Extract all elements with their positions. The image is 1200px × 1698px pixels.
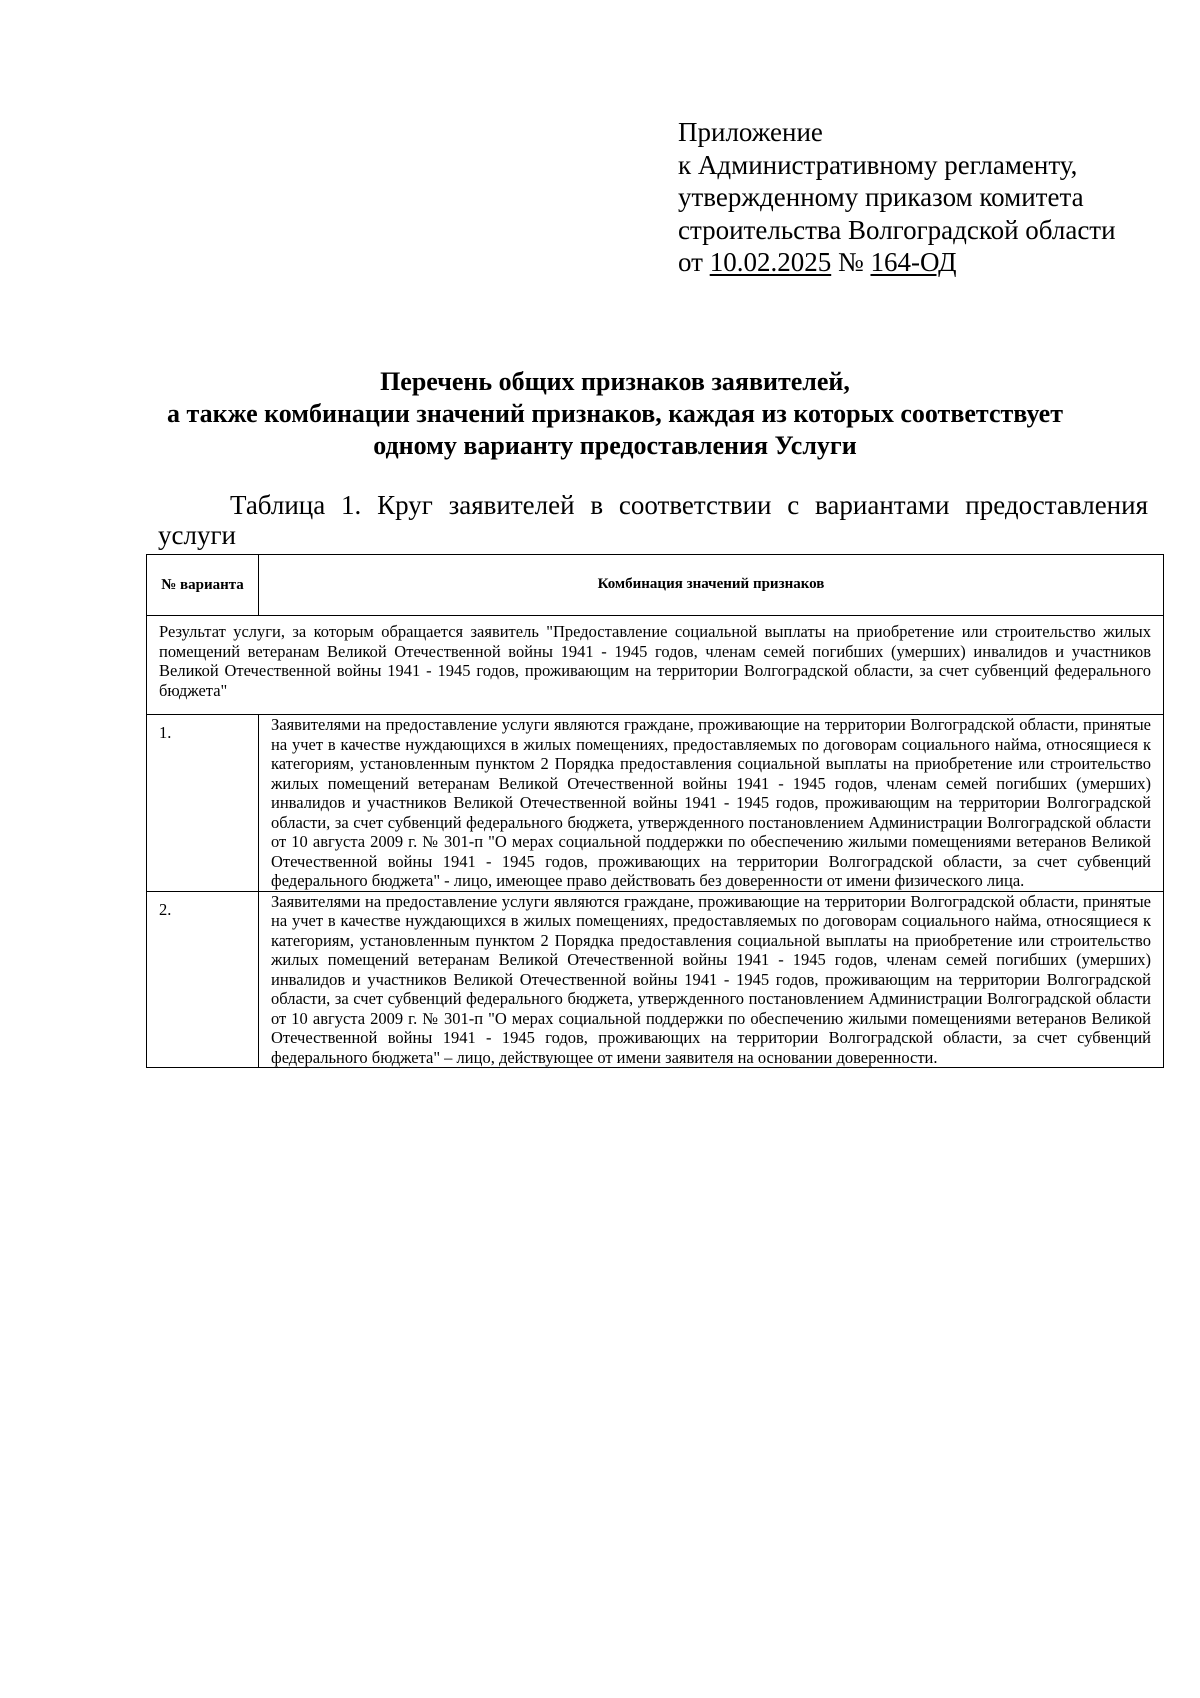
table-caption-line-2: услуги	[158, 520, 236, 550]
table-caption	[158, 490, 1148, 550]
variant-number-cell: 2.	[147, 891, 259, 1068]
appendix-line-committee: строительства Волгоградской области	[678, 214, 1116, 245]
table-result-row	[147, 616, 1164, 715]
title-line-1: Перечень общих признаков заявителей,	[380, 367, 850, 396]
title-line-2: а также комбинации значений признаков, каждая из которых соответствует	[167, 399, 1063, 428]
appendix-block	[678, 116, 1158, 279]
appendix-date-line	[678, 246, 1158, 279]
table-row	[147, 715, 1164, 892]
appendix-line-order: утвержденному приказом комитета	[678, 182, 1084, 212]
appendix-number: 164-ОД	[870, 247, 957, 277]
variant-text-cell: Заявителями на предоставление услуги являются граждане, проживающие на территории Волгоградской области, принятые на учет в качестве нуждающихся в жилых помещениях, предоставляемых по договорам социального найма, относящиеся к категориям, установленным пунктом 2 Порядка предоставления социальной выплаты на приобретение или строительство жилых помещений ветеранам Великой Отечественной войны 1941 - 1945 годов, членам семей погибших (умерших) инвалидов и участников Великой Отечественной войны 1941 - 1945 годов, проживающим на территории Волгоградской области, за счет субвенций федерального бюджета, утвержденного постановлением Администрации Волгоградской области от 10 августа 2009 г. № 301-п "О мерах социальной поддержки по обеспечению жилыми помещениями ветеранов Великой Отечественной войны 1941 - 1945 годов, проживающих на территории Волгоградской области, за счет субвенций федерального бюджета" – лицо, действующее от имени заявителя на основании доверенности.	[259, 891, 1164, 1068]
appendix-line-regulation: к Административному регламенту,	[678, 149, 1078, 180]
header-variant-number: № варианта	[147, 555, 259, 616]
appendix-title: Приложение	[678, 117, 823, 147]
document-title	[120, 366, 1110, 462]
applicants-table	[146, 554, 1164, 1068]
appendix-date: 10.02.2025	[709, 247, 832, 277]
table-header-row	[147, 555, 1164, 616]
variant-text-cell: Заявителями на предоставление услуги являются граждане, проживающие на территории Волгоградской области, принятые на учет в качестве нуждающихся в жилых помещениях, предоставляемых по договорам социального найма, относящиеся к категориям, установленным пунктом 2 Порядка предоставления социальной выплаты на приобретение или строительство жилых помещений ветеранам Великой Отечественной войны 1941 - 1945 годов, членам семей погибших (умерших) инвалидов и участников Великой Отечественной войны 1941 - 1945 годов, проживающим на территории Волгоградской области, за счет субвенций федерального бюджета, утвержденного постановлением Администрации Волгоградской области от 10 августа 2009 г. № 301-п "О мерах социальной поддержки по обеспечению жилыми помещениями ветеранов Великой Отечественной войны 1941 - 1945 годов, проживающих на территории Волгоградской области, за счет субвенций федерального бюджета" - лицо, имеющее право действовать без доверенности от имени физического лица.	[259, 715, 1164, 892]
table-caption-line-1: Таблица 1. Круг заявителей в соответствии с вариантами предоставления	[230, 490, 1148, 520]
appendix-number-sign: №	[837, 247, 864, 277]
title-line-3: одному варианту предоставления Услуги	[373, 431, 857, 460]
table-row	[147, 891, 1164, 1068]
service-result-cell: Результат услуги, за которым обращается заявитель "Предоставление социальной выплаты на приобретение или строительство жилых помещений ветеранам Великой Отечественной войны 1941 - 1945 годов, членам семей погибших (умерших) инвалидов и участников Великой Отечественной войны 1941 - 1945 годов, проживающим на территории Волгоградской области, за счет субвенций федерального бюджета"	[147, 616, 1164, 715]
variant-number-cell: 1.	[147, 715, 259, 892]
appendix-date-prefix: от	[678, 247, 703, 277]
header-combination: Комбинация значений признаков	[259, 555, 1164, 616]
